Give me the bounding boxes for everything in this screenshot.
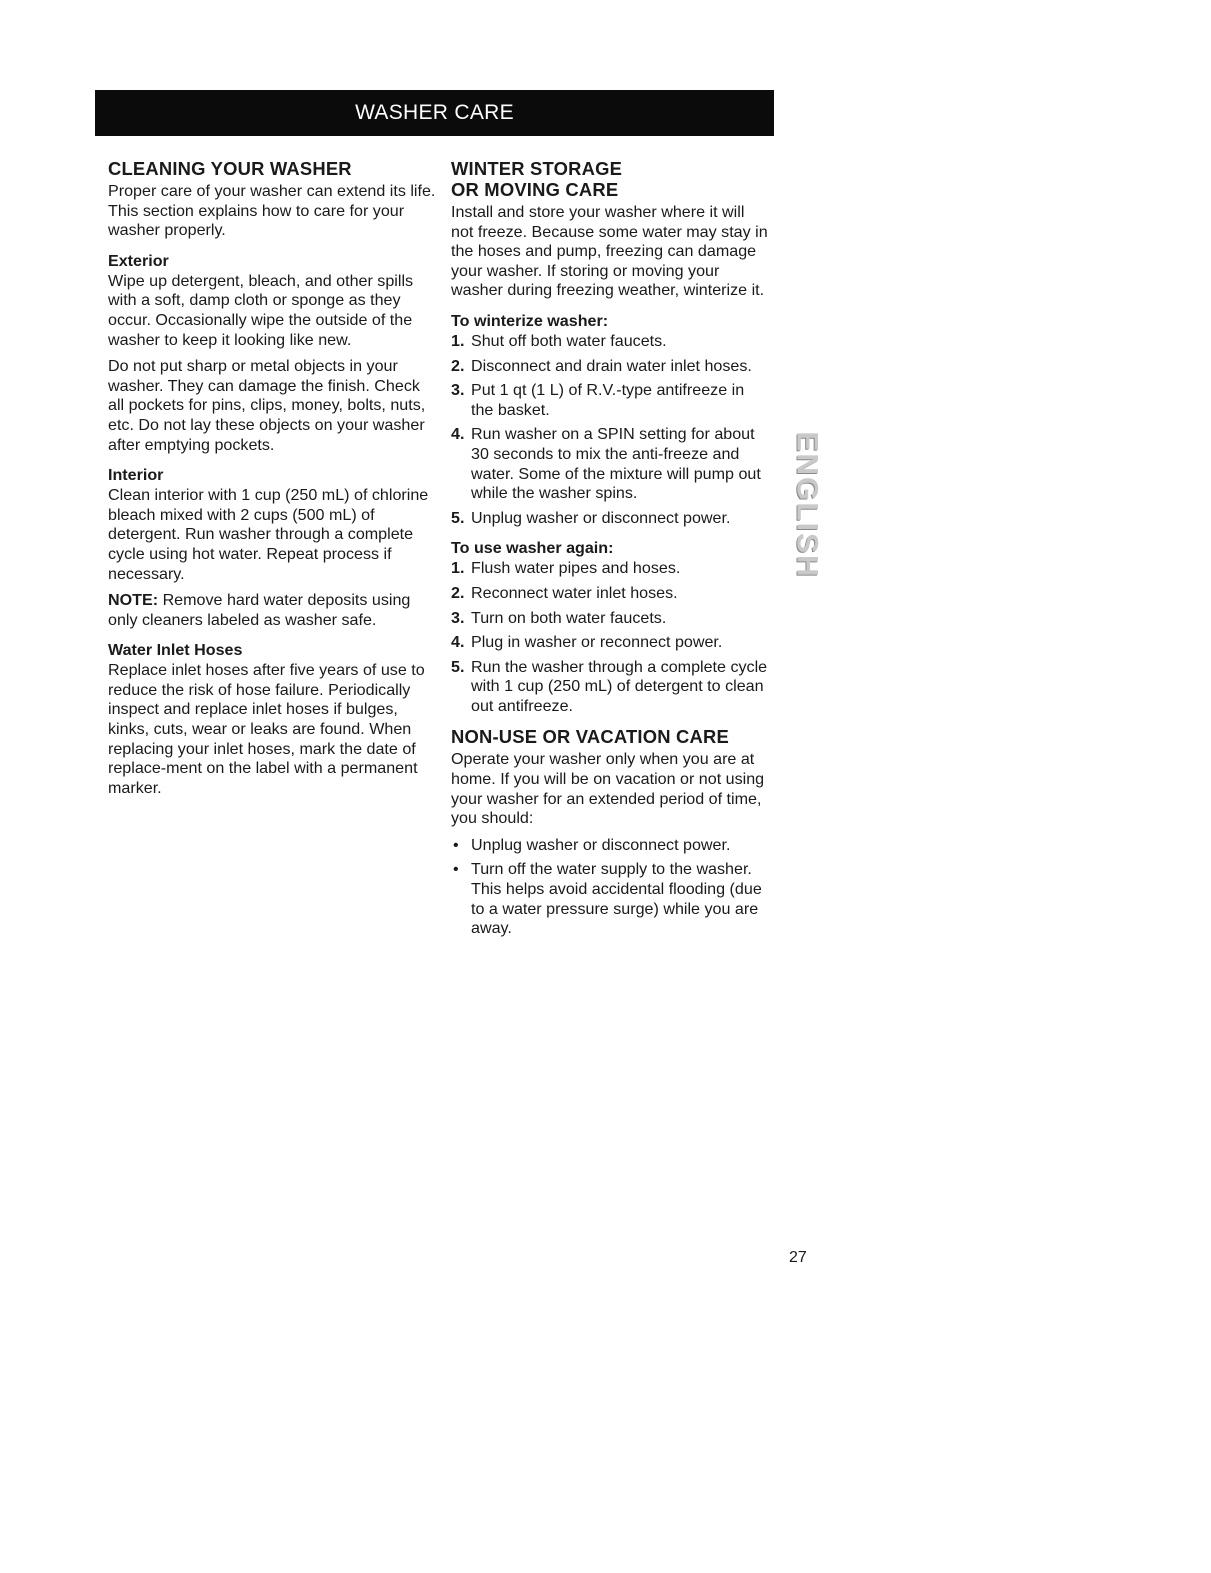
note-text: Remove hard water deposits using only cleaners labeled as washer safe.	[108, 591, 411, 629]
exterior-paragraph-2: Do not put sharp or metal objects in your washer. They can damage the finish. Check all pockets for pins, clips, money, bolts, nuts, etc. Do not lay these objects on your washer after emptying pockets.	[108, 357, 426, 454]
bullet-symbol: •	[453, 860, 459, 879]
interior-title: Interior	[108, 466, 164, 485]
language-side-tab	[791, 412, 823, 598]
winterize-steps	[451, 332, 769, 528]
step-number: 3.	[451, 381, 465, 400]
step-number: 5.	[451, 508, 465, 527]
interior-note	[108, 591, 436, 630]
use-again-title: To use washer again:	[451, 539, 614, 558]
winterize-title: To winterize washer:	[451, 311, 609, 330]
right-column	[451, 158, 769, 946]
step-text: Put 1 qt (1 L) of R.V.-type antifreeze in the basket.	[471, 381, 745, 419]
cleaning-heading: CLEANING YOUR WASHER	[108, 158, 352, 179]
step-number: 2.	[451, 356, 465, 375]
bullet-text: Unplug washer or disconnect power.	[471, 835, 731, 854]
winter-heading	[451, 158, 769, 200]
list-item	[451, 609, 769, 629]
list-item	[451, 658, 769, 717]
step-number: 4.	[451, 633, 465, 652]
list-item	[451, 860, 769, 938]
bullet-text: Turn off the water supply to the washer. This helps avoid accidental flooding (due to a water pressure surge) while you are away.	[471, 860, 762, 938]
note-label: NOTE:	[108, 591, 159, 610]
step-number: 2.	[451, 583, 465, 602]
vacation-bullets	[451, 836, 769, 939]
vacation-heading: NON-USE OR VACATION CARE	[451, 726, 729, 748]
hoses-paragraph: Replace inlet hoses after five years of use to reduce the risk of hose failure. Periodically inspect and replace inlet hoses if bulges, kinks, cuts, wear or leaks are found. When replacing your inlet hoses, mark the date of replace-ment on the label with a permanent marker.	[108, 661, 425, 797]
step-text: Run washer on a SPIN setting for about 30 seconds to mix the anti-freeze and water. Some of the mixture will pump out while the washer spins.	[471, 425, 761, 503]
list-item	[451, 559, 769, 579]
page-number: 27	[789, 1249, 807, 1266]
cleaning-intro: Proper care of your washer can extend its life. This section explains how to care for your washer properly.	[108, 182, 436, 240]
winter-heading-line-2: OR MOVING CARE	[451, 179, 619, 200]
step-text: Run the washer through a complete cycle with 1 cup (250 mL) of detergent to clean out antifreeze.	[471, 657, 768, 715]
step-text: Plug in washer or reconnect power.	[471, 633, 723, 652]
section-banner: WASHER CARE	[95, 90, 774, 136]
list-item	[451, 357, 769, 377]
list-item	[451, 633, 769, 653]
step-text: Shut off both water faucets.	[471, 331, 667, 350]
winter-heading-line-1: WINTER STORAGE	[451, 158, 623, 179]
step-number: 4.	[451, 425, 465, 444]
list-item	[451, 836, 769, 856]
step-text: Reconnect water inlet hoses.	[471, 583, 678, 602]
step-number: 5.	[451, 657, 465, 676]
list-item	[451, 381, 769, 420]
vacation-intro: Operate your washer only when you are at home. If you will be on vacation or not using your washer for an extended period of time, you should:	[451, 750, 765, 828]
left-column	[108, 158, 436, 805]
exterior-paragraph-1: Wipe up detergent, bleach, and other spills with a soft, damp cloth or sponge as they occur. Occasionally wipe the outside of the washer to keep it looking like new.	[108, 271, 414, 349]
step-number: 3.	[451, 608, 465, 627]
hoses-title: Water Inlet Hoses	[108, 641, 243, 660]
step-number: 1.	[451, 331, 465, 350]
exterior-title: Exterior	[108, 251, 169, 270]
step-number: 1.	[451, 559, 465, 578]
bullet-symbol: •	[453, 835, 459, 854]
language-tab-label: ENGLISH	[791, 431, 825, 579]
list-item	[451, 509, 769, 529]
step-text: Unplug washer or disconnect power.	[471, 508, 731, 527]
step-text: Turn on both water faucets.	[471, 608, 667, 627]
list-item	[451, 584, 769, 604]
list-item	[451, 332, 769, 352]
winter-intro: Install and store your washer where it will not freeze. Because some water may stay in the hoses and pump, freezing can damage your washer. If storing or moving your washer during freezing weather, winterize it.	[451, 203, 768, 300]
list-item	[451, 425, 769, 503]
step-text: Flush water pipes and hoses.	[471, 559, 681, 578]
interior-paragraph: Clean interior with 1 cup (250 mL) of chlorine bleach mixed with 2 cups (500 mL) of detergent. Run washer through a complete cycle using hot water. Repeat process if necessary.	[108, 486, 429, 583]
step-text: Disconnect and drain water inlet hoses.	[471, 356, 752, 375]
use-again-steps	[451, 559, 769, 716]
